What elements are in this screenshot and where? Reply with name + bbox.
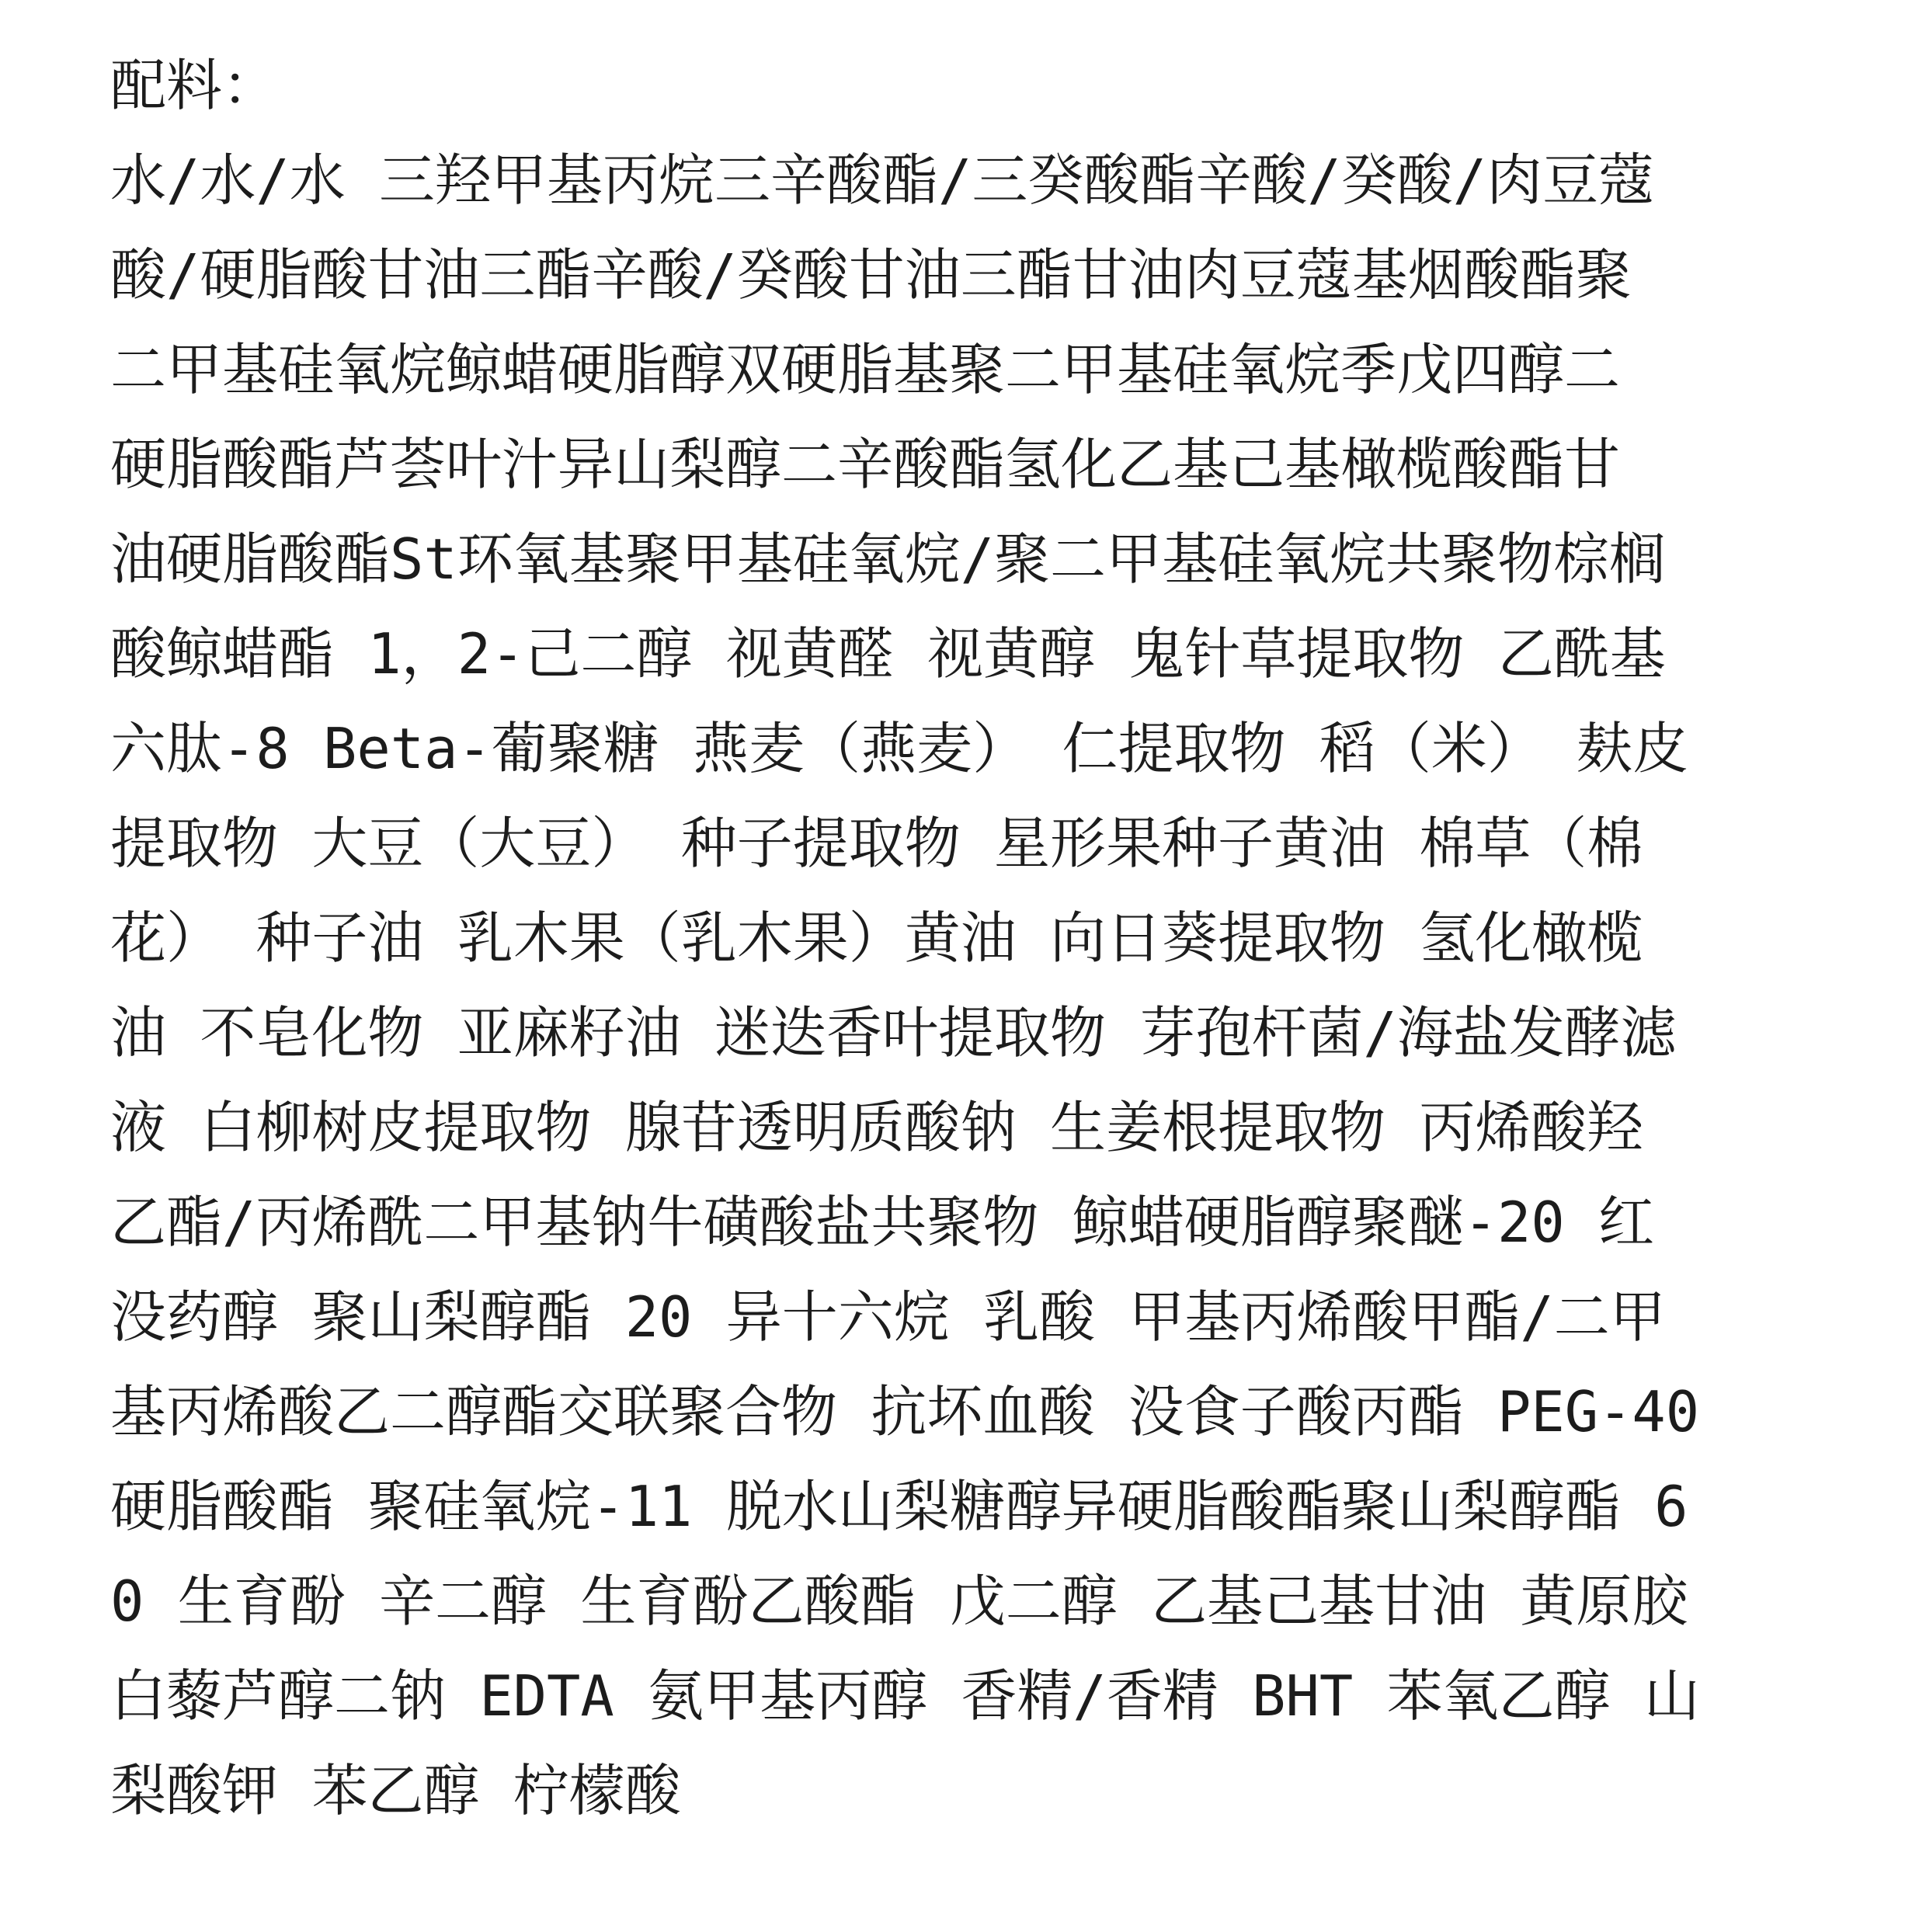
ingredient-line: 油 不皂化物 亚麻籽油 迷迭香叶提取物 芽孢杆菌/海盐发酵滤 [110, 1000, 1677, 1065]
ingredient-line: 液 白柳树皮提取物 腺苷透明质酸钠 生姜根提取物 丙烯酸羟 [110, 1095, 1643, 1160]
ingredient-line: 油硬脂酸酯St环氧基聚甲基硅氧烷/聚二甲基硅氧烷共聚物棕榈 [110, 526, 1666, 592]
ingredient-line: 花） 种子油 乳木果（乳木果）黄油 向日葵提取物 氢化橄榄 [110, 905, 1643, 971]
ingredient-line: 梨酸钾 苯乙醇 柠檬酸 [110, 1758, 681, 1823]
ingredient-line: 酸/硬脂酸甘油三酯辛酸/癸酸甘油三酯甘油肉豆蔻基烟酸酯聚 [110, 242, 1632, 308]
ingredient-line: 六肽-8 Beta-葡聚糖 燕麦（燕麦） 仁提取物 稻（米） 麸皮 [110, 716, 1689, 781]
ingredient-line: 酸鲸蜡酯 1，2-己二醇 视黄醛 视黄醇 鬼针草提取物 乙酰基 [110, 621, 1666, 686]
ingredient-line: 0 生育酚 辛二醇 生育酚乙酸酯 戊二醇 乙基己基甘油 黄原胶 [110, 1569, 1688, 1634]
ingredient-line: 提取物 大豆（大豆） 种子提取物 星形果种子黄油 棉草（棉 [110, 811, 1643, 876]
ingredient-line: 硬脂酸酯 聚硅氧烷-11 脱水山梨糖醇异硬脂酸酯聚山梨醇酯 6 [110, 1474, 1688, 1539]
ingredient-line: 二甲基硅氧烷鲸蜡硬脂醇双硬脂基聚二甲基硅氧烷季戊四醇二 [110, 337, 1621, 402]
ingredient-line: 白藜芦醇二钠 EDTA 氨甲基丙醇 香精/香精 BHT 苯氧乙醇 山 [110, 1663, 1700, 1729]
ingredient-line: 乙酯/丙烯酰二甲基钠牛磺酸盐共聚物 鲸蜡硬脂醇聚醚-20 红 [110, 1190, 1655, 1255]
ingredients-heading: 配料： [110, 53, 279, 118]
ingredient-line: 水/水/水 三羟甲基丙烷三辛酸酯/三癸酸酯辛酸/癸酸/肉豆蔻 [110, 148, 1655, 213]
ingredient-line: 没药醇 聚山梨醇酯 20 异十六烷 乳酸 甲基丙烯酸甲酯/二甲 [110, 1284, 1666, 1350]
ingredient-line: 基丙烯酸乙二醇酯交联聚合物 抗坏血酸 没食子酸丙酯 PEG-40 [110, 1379, 1700, 1444]
ingredient-line: 硬脂酸酯芦荟叶汁异山梨醇二辛酸酯氢化乙基己基橄榄酸酯甘 [110, 432, 1621, 497]
